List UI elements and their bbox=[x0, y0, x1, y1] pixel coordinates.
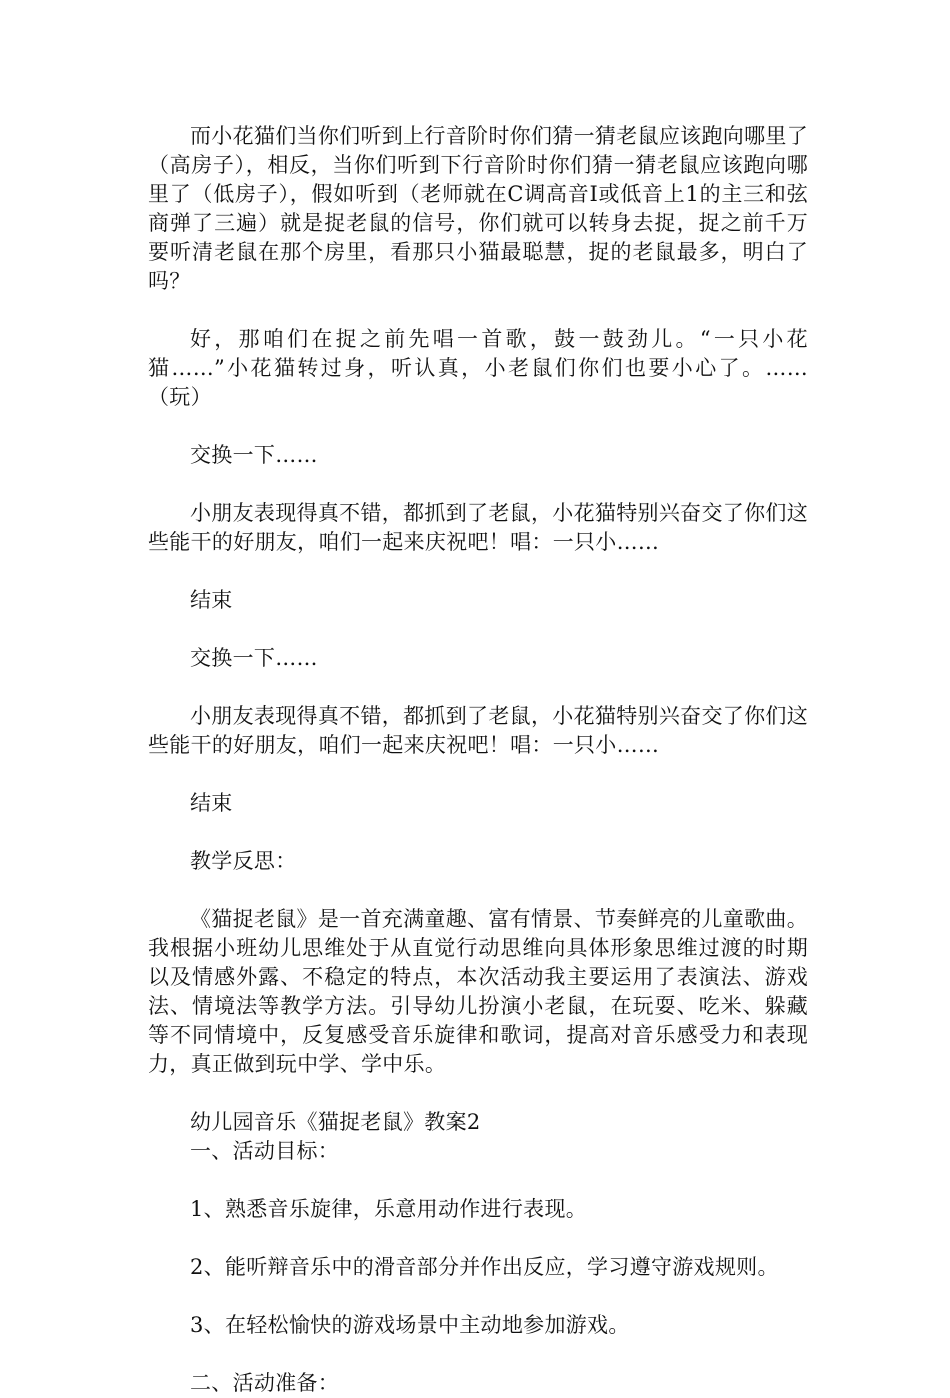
paragraph-swap-2: 交换一下…… bbox=[190, 646, 318, 670]
document-body bbox=[148, 122, 808, 1398]
paragraph-reflection: 《猫捉老鼠》是一首充满童趣、富有情景、节奏鲜亮的儿童歌曲。我根据小班幼儿思维处于从直觉行动思维向具体形象思维过渡的时期以及情感外露、不稳定的特点，本次活动我主要运用了表演法、游戏法、情境法等教学方法。引导幼儿扮演小老鼠，在玩耍、吃米、躲藏等不同情境中，反复感受音乐旋律和歌词，提高对音乐感受力和表现力，真正做到玩中学、学中乐。 bbox=[148, 907, 808, 1076]
goal-item-1: 1、熟悉音乐旋律，乐意用动作进行表现。 bbox=[190, 1197, 588, 1221]
paragraph-sing-first: 好，那咱们在捉之前先唱一首歌，鼓一鼓劲儿。“一只小花猫……”小花猫转过身，听认真，小老鼠们你们也要小心了。……（玩） bbox=[148, 327, 808, 409]
paragraph-swap-1: 交换一下…… bbox=[190, 443, 318, 467]
document-subtitle: 幼儿园音乐《猫捉老鼠》教案2 bbox=[190, 1110, 481, 1134]
paragraph-game-rules: 而小花猫们当你们听到上行音阶时你们猜一猜老鼠应该跑向哪里了（高房子），相反，当你们听到下行音阶时你们猜一猜老鼠应该跑向哪里了（低房子），假如听到（老师就在C调高音I或低音上1的主三和弦商弹了三遍）就是捉老鼠的信号，你们就可以转身去捉，捉之前千万要听清老鼠在那个房里，看那只小猫最聪慧，捉的老鼠最多，明白了吗？ bbox=[148, 124, 808, 293]
paragraph-praise-2: 小朋友表现得真不错，都抓到了老鼠，小花猫特别兴奋交了你们这些能干的好朋友，咱们一起来庆祝吧！唱：一只小…… bbox=[148, 704, 808, 757]
section-heading-preparation: 二、活动准备： bbox=[190, 1371, 340, 1395]
paragraph-end-1: 结束 bbox=[190, 588, 233, 612]
goal-item-2: 2、能听辩音乐中的滑音部分并作出反应，学习遵守游戏规则。 bbox=[190, 1255, 779, 1279]
section-heading-goals: 一、活动目标： bbox=[190, 1139, 340, 1163]
paragraph-end-2: 结束 bbox=[190, 791, 233, 815]
section-heading-reflection: 教学反思： bbox=[190, 849, 297, 873]
paragraph-praise-1: 小朋友表现得真不错，都抓到了老鼠，小花猫特别兴奋交了你们这些能干的好朋友，咱们一起来庆祝吧！唱：一只小…… bbox=[148, 501, 808, 554]
goal-item-3: 3、在轻松愉快的游戏场景中主动地参加游戏。 bbox=[190, 1313, 630, 1337]
